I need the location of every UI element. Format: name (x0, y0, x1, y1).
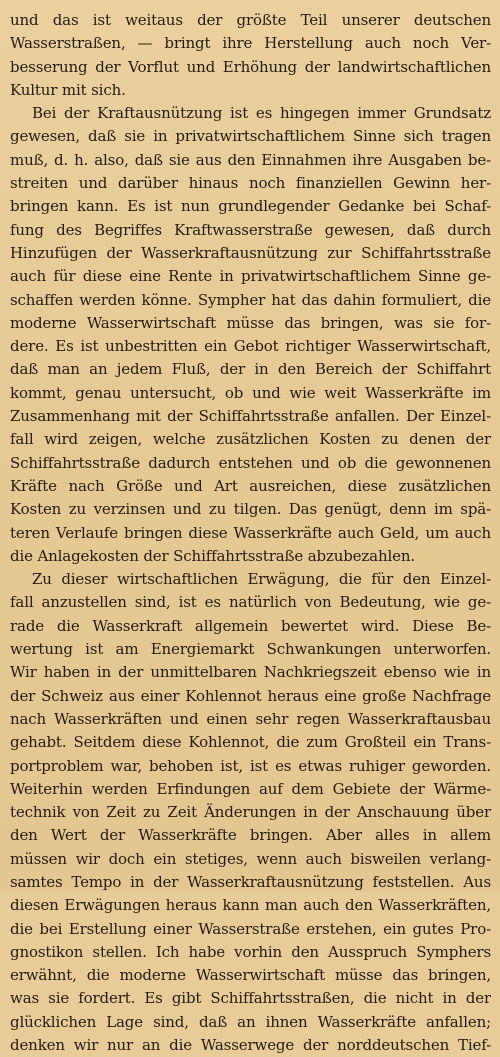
text-line: besserung der Vorflut und Erhöhung der landwirtschaftlichen (10, 57, 491, 76)
text-line: technik von Zeit zu Zeit Änderungen in der Anschauung über (10, 803, 491, 822)
text-line: der Schweiz aus einer Kohlennot heraus eine große Nachfrage (10, 686, 491, 705)
text-line: Bei der Kraftausnützung ist es hingegen immer Grundsatz (32, 104, 491, 123)
text-line: wertung ist am Energiemarkt Schwankungen unterworfen. (10, 640, 491, 659)
text-line: daß man an jedem Fluß, der in den Bereich der Schiffahrt (10, 360, 491, 379)
text-line: fall anzustellen sind, ist es natürlich von Bedeutung, wie ge- (10, 593, 491, 612)
text-line: Kosten zu verzinsen und zu tilgen. Das genügt, denn im spä- (10, 500, 491, 519)
text-line: rade die Wasserkraft allgemein bewertet wird. Diese Be- (10, 616, 491, 635)
text-line: fung des Begriffes Kraftwasserstraße gewesen, daß durch (10, 220, 491, 239)
text-line: gnostikon stellen. Ich habe vorhin den Ausspruch Symphers (10, 942, 491, 961)
text-line: glücklichen Lage sind, daß an ihnen Wasserkräfte anfallen; (10, 1012, 491, 1031)
text-line: was sie fordert. Es gibt Schiffahrtsstraßen, die nicht in der (10, 989, 491, 1008)
text-line: muß, d. h. also, daß sie aus den Einnahmen ihre Ausgaben be- (10, 150, 491, 169)
text-line: schaffen werden könne. Sympher hat das dahin formuliert, die (10, 290, 491, 309)
text-line: teren Verlaufe bringen diese Wasserkräfte auch Geld, um auch (10, 523, 491, 542)
text-line: Zusammenhang mit der Schiffahrtsstraße anfallen. Der Einzel- (10, 407, 491, 426)
text-line: den Wert der Wasserkräfte bringen. Aber alles in allem (10, 826, 491, 845)
text-line: Weiterhin werden Erfindungen auf dem Gebiete der Wärme- (10, 779, 491, 798)
text-line: und das ist weitaus der größte Teil unserer deutschen (10, 11, 491, 29)
text-line: diesen Erwägungen heraus kann man auch den Wasserkräften, (10, 896, 491, 915)
text-line: fall wird zeigen, welche zusätzlichen Kosten zu denen der (10, 430, 491, 449)
text-line: gewesen, daß sie in privatwirtschaftlichem Sinne sich tragen (10, 127, 491, 146)
text-line: Wasserstraßen, — bringt ihre Herstellung auch noch Ver- (10, 34, 491, 53)
text-line: Wir haben in der unmittelbaren Nachkriegszeit ebenso wie in (10, 663, 491, 682)
text-line: erwähnt, die moderne Wasserwirtschaft müsse das bringen, (10, 966, 491, 985)
text-line: Hinzufügen der Wasserkraftausnützung zur Schiffahrtsstraße (10, 243, 491, 262)
text-line: auch für diese eine Rente in privatwirtschaftlichem Sinne ge- (10, 267, 491, 286)
text-line: bringen kann. Es ist nun grundlegender Gedanke bei Schaf- (10, 197, 491, 216)
text-line: kommt, genau untersucht, ob und wie weit Wasserkräfte im (10, 383, 491, 402)
text-line: die bei Erstellung einer Wasserstraße erstehen, ein gutes Pro- (10, 919, 491, 938)
text-line: Zu dieser wirtschaftlichen Erwägung, die für den Einzel- (32, 570, 491, 589)
text-line: müssen wir doch ein stetiges, wenn auch bisweilen verlang- (10, 849, 491, 868)
text-line: portproblem war, behoben ist, ist es etwas ruhiger geworden. (10, 756, 491, 775)
text-line: nach Wasserkräften und einen sehr regen Wasserkraftausbau (10, 709, 491, 728)
text-line: samtes Tempo in der Wasserkraftausnützung feststellen. Aus (10, 872, 491, 891)
text-line: dere. Es ist unbestritten ein Gebot richtiger Wasserwirtschaft, (10, 337, 491, 356)
text-line: streiten und darüber hinaus noch finanziellen Gewinn her- (10, 174, 491, 193)
text-line: gehabt. Seitdem diese Kohlennot, die zum Großteil ein Trans- (10, 733, 491, 752)
text-line: Kräfte nach Größe und Art ausreichen, diese zusätzlichen (10, 476, 491, 495)
text-line: die Anlagekosten der Schiffahrtsstraße abzubezahlen. (10, 546, 415, 565)
text-line: Schiffahrtsstraße dadurch entstehen und ob die gewonnenen (10, 453, 491, 472)
body-text (10, 9, 491, 1057)
text-line: denken wir nur an die Wasserwege der norddeutschen Tief- (10, 1036, 491, 1055)
text-line: moderne Wasserwirtschaft müsse das bringen, was sie for- (10, 313, 491, 332)
text-line: Kultur mit sich. (10, 80, 126, 99)
